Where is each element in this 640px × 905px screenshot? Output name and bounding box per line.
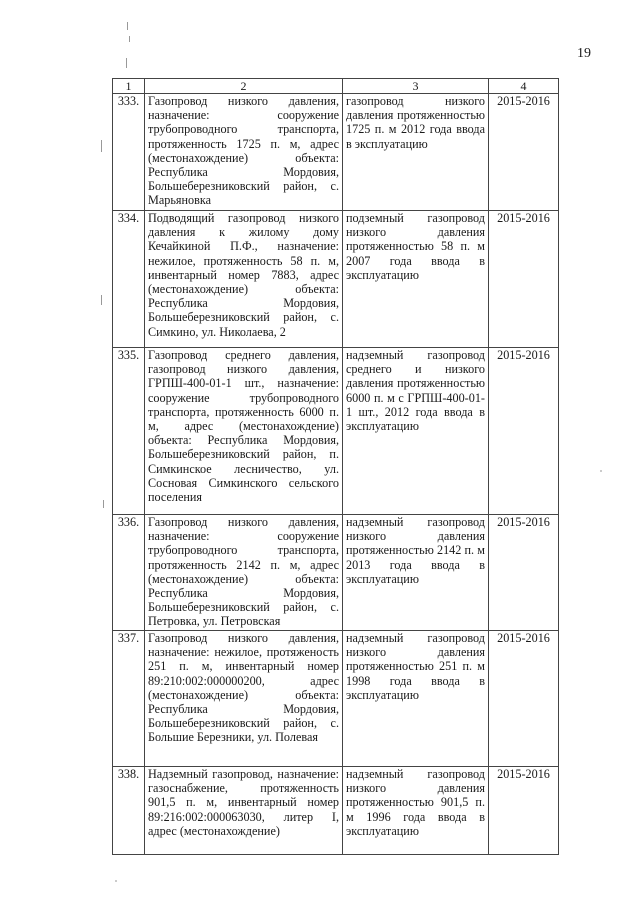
technical-characteristics: надземный газопровод низкого давления протяженностью 901,5 п. м 1996 года ввода в эксплуатацию xyxy=(343,767,489,855)
scan-margin-mark xyxy=(101,295,102,305)
object-description: Надземный газопровод, назначение: газоснабжение, протяженность 901,5 п. м, инвентарный номер 89:216:002:000063030, литер I, адрес (местонахождение) xyxy=(145,767,343,855)
scan-margin-mark xyxy=(101,140,102,152)
period: 2015-2016 xyxy=(489,211,559,348)
period: 2015-2016 xyxy=(489,348,559,515)
scan-margin-mark xyxy=(129,36,130,42)
header-cell-2: 2 xyxy=(145,79,343,94)
technical-characteristics: надземный газопровод среднего и низкого давления протяженностью 6000 п. м с ГРПШ-400-01- 1 шт., 2012 года ввода в эксплуатацию xyxy=(343,348,489,515)
technical-characteristics: газопровод низкого давления протяженностью 1725 п. м 2012 года ввода в эксплуатацию xyxy=(343,94,489,211)
period: 2015-2016 xyxy=(489,767,559,855)
period: 2015-2016 xyxy=(489,94,559,211)
row-number: 335. xyxy=(113,348,145,515)
page-number: 19 xyxy=(577,46,591,61)
scan-dot xyxy=(600,470,602,472)
table-row xyxy=(113,94,559,211)
row-number: 337. xyxy=(113,631,145,767)
object-description: Газопровод низкого давления, назначение: нежилое, протяженость 251 п. м, инвентарный номер 89:210:002:000000200, адрес (местонахождение) объекта: Республика Мордовия, Большеберезниковский район, с. Большие Березники, ул. Полевая xyxy=(145,631,343,767)
object-description: Газопровод среднего давления, газопровод низкого давления, ГРПШ-400-01-1 шт., назначение: сооружение трубопроводного транспорта, протяженность 6000 п. м, адрес (местонахождение) объекта: Республика Мордовия, Большеберезниковский район, п. Симкинское лесничество, ул. Сосновая Симкинского сельского поселения xyxy=(145,348,343,515)
row-number: 334. xyxy=(113,211,145,348)
table-row xyxy=(113,348,559,515)
object-description: Газопровод низкого давления, назначение: сооружение трубопроводного транспорта, протяженность 2142 п. м, адрес (местонахождение) объекта: Республика Мордовия, Большеберезниковский район, с. Петровка, ул. Петровская xyxy=(145,515,343,631)
table-header-row xyxy=(113,79,559,94)
technical-characteristics: надземный газопровод низкого давления протяженностью 2142 п. м 2013 года ввода в эксплуатацию xyxy=(343,515,489,631)
row-number: 336. xyxy=(113,515,145,631)
table-row xyxy=(113,211,559,348)
row-number: 333. xyxy=(113,94,145,211)
scan-margin-mark xyxy=(126,58,127,68)
header-cell-4: 4 xyxy=(489,79,559,94)
object-description: Подводящий газопровод низкого давления к жилому дому Кечайкиной П.Ф., назначение: нежилое, протяженность 58 п. м, инвентарный номер 7883, адрес (местонахождение) объекта: Республика Мордовия, Большеберезниковский район, с. Симкино, ул. Николаева, 2 xyxy=(145,211,343,348)
scan-dot xyxy=(115,880,117,882)
row-number: 338. xyxy=(113,767,145,855)
table-row xyxy=(113,515,559,631)
table-row xyxy=(113,767,559,855)
technical-characteristics: надземный газопровод низкого давления протяженностью 251 п. м 1998 года ввода в эксплуатацию xyxy=(343,631,489,767)
period: 2015-2016 xyxy=(489,631,559,767)
technical-characteristics: подземный газопровод низкого давления протяженностью 58 п. м 2007 года ввода в эксплуатацию xyxy=(343,211,489,348)
header-cell-3: 3 xyxy=(343,79,489,94)
scan-margin-mark xyxy=(127,22,128,30)
period: 2015-2016 xyxy=(489,515,559,631)
scan-margin-mark xyxy=(103,500,104,508)
object-description: Газопровод низкого давления, назначение: сооружение трубопроводного транспорта, протяженность 1725 п. м, адрес (местонахождение) объекта: Республика Мордовия, Большеберезниковский район, с. Марьяновка xyxy=(145,94,343,211)
header-cell-1: 1 xyxy=(113,79,145,94)
table-row xyxy=(113,631,559,767)
document-table xyxy=(112,78,559,855)
